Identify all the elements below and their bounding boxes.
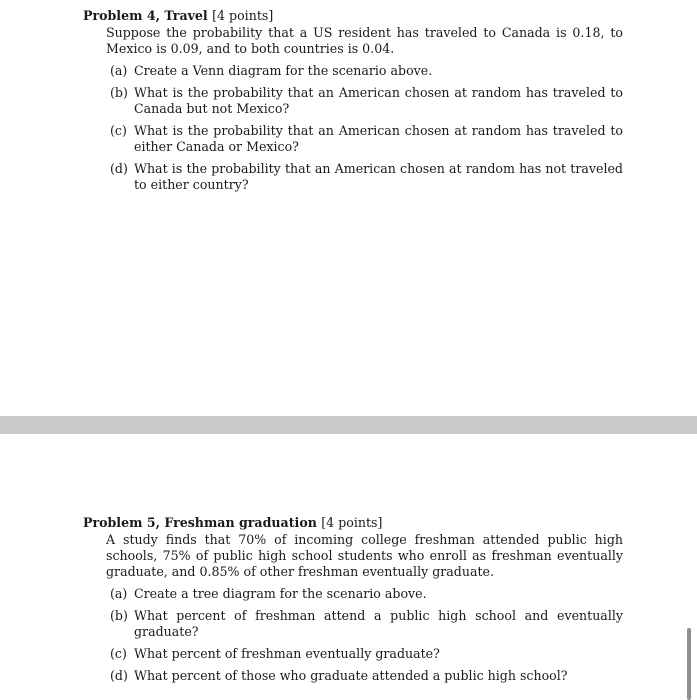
problem-4-points: [4 points] [212, 8, 274, 23]
problem-5-part-c [110, 646, 623, 662]
part-label: (b) [110, 85, 128, 100]
part-text: What percent of freshman attend a public high school and eventually graduate? [134, 608, 623, 639]
part-label: (d) [110, 668, 128, 683]
part-text: Create a Venn diagram for the scenario above. [134, 63, 433, 78]
part-label: (a) [110, 586, 128, 601]
problem-4 [83, 8, 623, 199]
problem-5 [83, 515, 623, 690]
part-label: (c) [110, 646, 127, 661]
part-label: (c) [110, 123, 127, 138]
part-text: Create a tree diagram for the scenario above. [134, 586, 427, 601]
scrollbar-thumb[interactable] [687, 628, 691, 700]
problem-5-title: Problem 5, Freshman graduation [83, 515, 317, 530]
part-text: What percent of those who graduate attended a public high school? [134, 668, 568, 683]
problem-5-part-d [110, 668, 623, 684]
problem-4-part-c [110, 123, 623, 155]
problem-4-part-b [110, 85, 623, 117]
part-label: (b) [110, 608, 128, 623]
problem-5-part-a [110, 586, 623, 602]
part-label: (a) [110, 63, 128, 78]
problem-5-heading [83, 515, 623, 531]
problem-4-heading [83, 8, 623, 24]
part-text: What is the probability that an American chosen at random has not traveled to either country? [134, 161, 623, 192]
part-text: What is the probability that an American chosen at random has traveled to Canada but not Mexico? [134, 85, 623, 116]
part-text: What percent of freshman eventually graduate? [134, 646, 440, 661]
problem-5-points: [4 points] [321, 515, 383, 530]
part-text: What is the probability that an American chosen at random has traveled to either Canada or Mexico? [134, 123, 623, 154]
problem-4-part-d [110, 161, 623, 193]
problem-4-title: Problem 4, Travel [83, 8, 208, 23]
problem-5-intro: A study finds that 70% of incoming college freshman attended public high schools, 75% of public high school students who enroll as freshman eventually graduate, and 0.85% of other freshman eventually graduate. [106, 532, 623, 579]
part-label: (d) [110, 161, 128, 176]
problem-4-part-a [110, 63, 623, 79]
problem-5-parts [110, 586, 623, 684]
problem-5-part-b [110, 608, 623, 640]
problem-4-intro: Suppose the probability that a US resident has traveled to Canada is 0.18, to Mexico is 0.09, and to both countries is 0.04. [106, 25, 623, 56]
problem-4-parts [110, 63, 623, 193]
page-separator [0, 416, 697, 434]
